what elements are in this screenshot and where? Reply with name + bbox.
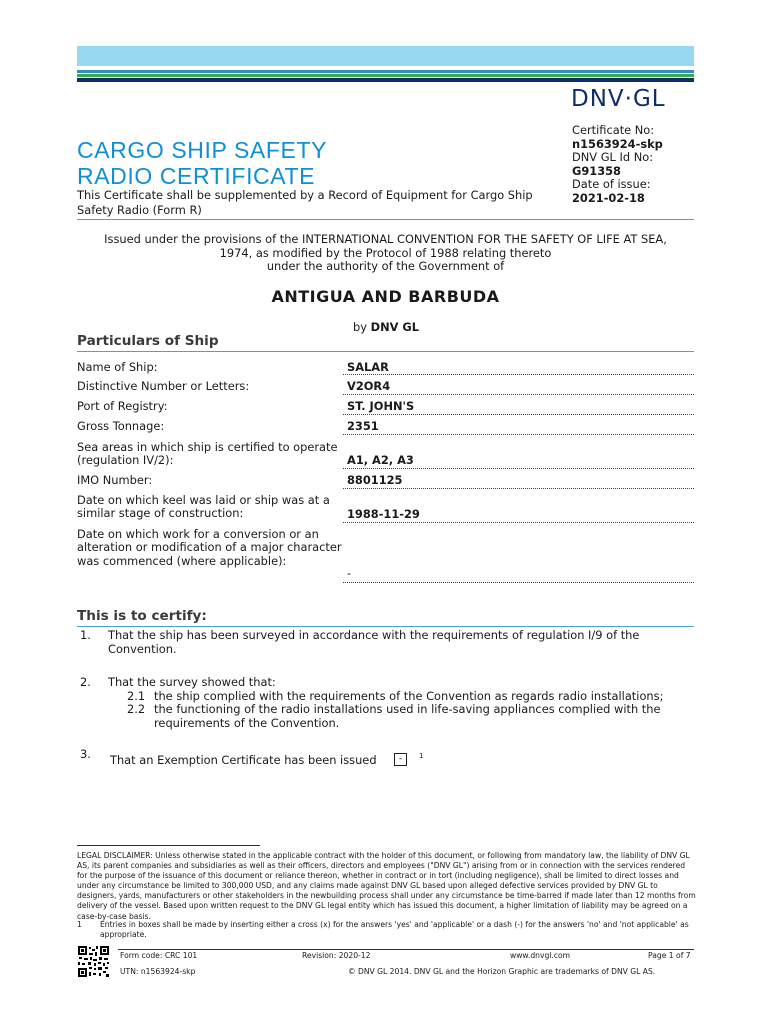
certify-item-3: That an Exemption Certificate has been issued [110, 753, 377, 767]
dotted-line [343, 488, 694, 489]
certify-item-2: That the survey showed that: [108, 675, 276, 689]
id-label: DNV GL Id No: [572, 150, 654, 165]
title-line-2: RADIO CERTIFICATE [77, 163, 316, 189]
particulars-divider [77, 351, 694, 352]
item-number: 2.2 [127, 702, 146, 716]
qr-code-icon [77, 945, 110, 978]
row-value: 2351 [347, 419, 379, 433]
dotted-line [343, 394, 694, 395]
footnote-number: 1 [77, 920, 82, 929]
date-value: 2021-02-18 [572, 190, 645, 205]
date-label: Date of issue: [572, 177, 651, 192]
dotted-line [343, 522, 694, 523]
exemption-checkbox: - [394, 753, 407, 766]
dotted-line [343, 374, 694, 375]
issued-line-1: Issued under the provisions of the INTERNATIONAL CONVENTION FOR THE SAFETY OF LIFE AT SEA, [104, 232, 667, 246]
header-band-navy [77, 78, 694, 82]
footnote-rule [77, 845, 260, 846]
dotted-line [343, 414, 694, 415]
row-label: Name of Ship: [77, 360, 158, 374]
header-band-light [77, 46, 694, 66]
item-number: 3. [80, 747, 91, 761]
flag-state: ANTIGUA AND BARBUDA [271, 287, 500, 306]
certify-divider [77, 626, 694, 627]
issued-line-3: under the authority of the Government of [266, 259, 505, 274]
row-value: 1988-11-29 [347, 507, 420, 521]
issued-line-2: 1974, as modified by the Protocol of 1988 relating thereto [219, 245, 552, 260]
certificate-info [572, 124, 663, 206]
header-band-blue [77, 70, 694, 73]
certificate-title [77, 137, 327, 189]
divider [77, 219, 694, 220]
certify-item-2-2: the functioning of the radio installations used in life-saving appliances complied with the requirements of the Convention. [154, 702, 661, 730]
row-value: SALAR [347, 360, 389, 374]
row-label: Gross Tonnage: [77, 419, 165, 433]
title-line-1: CARGO SHIP SAFETY [77, 137, 328, 163]
row-value: 8801125 [347, 473, 403, 487]
page-number: Page 1 of 7 [648, 951, 691, 960]
footnote-ref: 1 [419, 752, 424, 760]
row-label: Sea areas in which ship is certified to operate (regulation IV/2): [77, 440, 338, 468]
website-link[interactable]: www.dnvgl.com [510, 951, 571, 960]
cert-no-value: n1563924-skp [572, 136, 663, 151]
cert-no-label: Certificate No: [572, 123, 655, 137]
legal-disclaimer: LEGAL DISCLAIMER: Unless otherwise stated in the applicable contract with the holder of this document, or following from mandatory law, the liability of DNV GL AS, its parent companies and subsidiaries as well as their officers, directors and employees ("DNV GL") arising from or in connection with the services rendered for the purpose of the issuance of this document or reliance thereon, whether in contract or in tort (including negligence), shall be limited to direct losses and under any circumstance be limited to 300,000 USD, and any claims made against DNV GL based upon alleged defective services provided by DNV GL to designers, yards, manufacturers or other stakeholders in the newbuilding process shall under any circumstance be time-barred if made later than 12 months from delivery of the vessel. Based upon written request to the DNV GL legal entity which has issued this document, a higher limitation of liability may be agreed on a case-by-case basis. [77, 851, 696, 921]
row-label: Port of Registry: [77, 399, 168, 413]
header-band-green [77, 74, 694, 77]
issuer-org: DNV GL [370, 320, 419, 334]
issuer-line [353, 320, 419, 334]
certify-heading: This is to certify: [77, 608, 207, 624]
row-value: ST. JOHN'S [347, 399, 415, 413]
row-value: - [347, 566, 352, 580]
dnvgl-logo: DNV·GL [571, 86, 666, 112]
footnote-text: Entries in boxes shall be made by inserting either a cross (x) for the answers 'yes' and 'applicable' or a dash (-) for the answers 'no' and 'not applicable' as appropriate. [100, 920, 689, 940]
item-number: 2.1 [127, 689, 146, 703]
by-prefix: by [353, 320, 367, 334]
row-value: A1, A2, A3 [347, 453, 414, 467]
certify-item-2-1: the ship complied with the requirements of the Convention as regards radio installations; [154, 689, 664, 703]
row-value: V2OR4 [347, 379, 391, 393]
id-value: G91358 [572, 163, 621, 178]
row-label: Date on which work for a conversion or an alteration or modification of a major character was commenced (where applicable): [77, 527, 342, 568]
footer-rule [118, 949, 694, 950]
issued-statement [77, 233, 694, 274]
copyright: © DNV GL 2014. DNV GL and the Horizon Graphic are trademarks of DNV GL AS. [348, 967, 656, 976]
dotted-line [343, 468, 694, 469]
row-label: IMO Number: [77, 473, 153, 487]
certificate-subtitle: This Certificate shall be supplemented by a Record of Equipment for Cargo Ship Safety Radio (Form R) [77, 188, 533, 217]
item-number: 1. [80, 628, 91, 642]
dotted-line [343, 434, 694, 435]
revision: Revision: 2020-12 [302, 951, 371, 960]
footnote [77, 920, 697, 940]
item-number: 2. [80, 675, 91, 689]
qr-code [77, 945, 110, 978]
form-code: Form code: CRC 101 [120, 951, 198, 960]
row-label: Distinctive Number or Letters: [77, 379, 250, 393]
certify-item-1: That the ship has been surveyed in accordance with the requirements of regulation I/9 of the Convention. [108, 628, 640, 656]
row-label: Date on which keel was laid or ship was at a similar stage of construction: [77, 493, 330, 521]
utn: UTN: n1563924-skp [120, 967, 196, 976]
dotted-line [343, 582, 694, 583]
particulars-heading: Particulars of Ship [77, 333, 219, 349]
